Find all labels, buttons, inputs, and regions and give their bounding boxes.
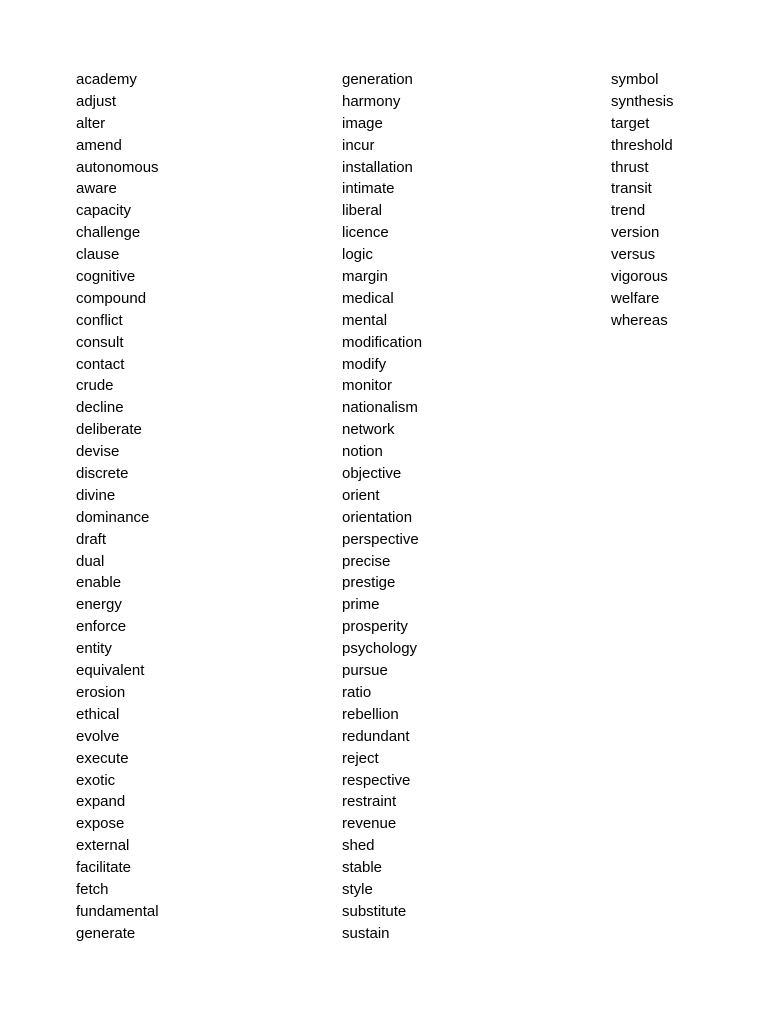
word-item: intimate: [342, 180, 395, 198]
word-item: monitor: [342, 377, 393, 395]
word-item: psychology: [342, 640, 418, 658]
word-item: dominance: [76, 508, 150, 526]
word-item: ratio: [342, 683, 372, 701]
word-item: redundant: [342, 727, 410, 745]
word-item: incur: [342, 136, 375, 154]
word-item: welfare: [611, 289, 660, 307]
word-item: autonomous: [76, 158, 159, 176]
word-item: external: [76, 837, 130, 855]
word-item: challenge: [76, 224, 141, 242]
word-item: trend: [611, 202, 646, 220]
word-column-1: [76, 69, 159, 945]
word-item: network: [342, 421, 395, 439]
word-item: substitute: [342, 902, 407, 920]
word-item: compound: [76, 289, 147, 307]
word-column-2: [342, 69, 422, 945]
word-item: clause: [76, 246, 120, 264]
word-item: perspective: [342, 530, 419, 548]
word-item: target: [611, 114, 650, 132]
word-item: fetch: [76, 880, 109, 898]
word-item: facilitate: [76, 859, 132, 877]
word-item: capacity: [76, 202, 132, 220]
word-item: licence: [342, 224, 389, 242]
word-item: installation: [342, 158, 413, 176]
word-item: evolve: [76, 727, 120, 745]
word-item: expose: [76, 815, 125, 833]
word-item: thrust: [611, 158, 649, 176]
word-item: symbol: [611, 71, 659, 88]
word-item: notion: [342, 443, 383, 461]
word-item: enforce: [76, 618, 127, 636]
word-item: transit: [611, 180, 652, 198]
word-item: image: [342, 114, 383, 132]
word-item: margin: [342, 268, 388, 286]
word-item: whereas: [611, 311, 668, 329]
word-item: crude: [76, 377, 114, 395]
word-item: dual: [76, 552, 105, 570]
word-item: prosperity: [342, 618, 408, 636]
word-item: vigorous: [611, 268, 668, 286]
word-item: adjust: [76, 92, 117, 110]
word-item: modify: [342, 355, 387, 373]
word-item: erosion: [76, 683, 126, 701]
word-item: enable: [76, 574, 122, 592]
word-item: prime: [342, 596, 380, 614]
word-item: alter: [76, 114, 106, 132]
word-column-3: [611, 69, 674, 332]
word-item: deliberate: [76, 421, 142, 439]
word-item: medical: [342, 289, 394, 307]
word-item: synthesis: [611, 92, 674, 110]
word-item: exotic: [76, 771, 116, 789]
word-item: reject: [342, 749, 379, 767]
word-item: devise: [76, 443, 120, 461]
word-item: nationalism: [342, 399, 418, 417]
word-item: liberal: [342, 202, 383, 220]
word-item: restraint: [342, 793, 397, 811]
word-item: version: [611, 224, 660, 242]
word-item: pursue: [342, 662, 388, 680]
word-item: stable: [342, 859, 383, 877]
word-item: equivalent: [76, 662, 145, 680]
word-item: respective: [342, 771, 411, 789]
word-item: consult: [76, 333, 124, 351]
word-item: harmony: [342, 92, 401, 110]
word-item: decline: [76, 399, 124, 417]
word-item: precise: [342, 552, 391, 570]
word-item: divine: [76, 486, 116, 504]
word-item: prestige: [342, 574, 396, 592]
word-item: modification: [342, 333, 423, 351]
word-item: logic: [342, 246, 373, 264]
word-item: discrete: [76, 465, 129, 483]
word-item: style: [342, 880, 373, 898]
word-item: ethical: [76, 705, 120, 723]
word-item: orientation: [342, 508, 413, 526]
word-item: aware: [76, 180, 117, 198]
word-item: draft: [76, 530, 107, 548]
word-item: energy: [76, 596, 122, 614]
word-item: generation: [342, 71, 413, 88]
word-item: revenue: [342, 815, 397, 833]
word-item: fundamental: [76, 902, 159, 920]
word-item: versus: [611, 246, 656, 264]
word-item: amend: [76, 136, 122, 154]
word-item: generate: [76, 924, 136, 942]
word-item: cognitive: [76, 268, 136, 286]
word-item: execute: [76, 749, 129, 767]
word-item: objective: [342, 465, 402, 483]
word-item: orient: [342, 486, 380, 504]
word-item: mental: [342, 311, 388, 329]
word-item: sustain: [342, 924, 390, 942]
word-item: threshold: [611, 136, 673, 154]
word-item: conflict: [76, 311, 123, 329]
word-item: shed: [342, 837, 375, 855]
word-item: academy: [76, 71, 137, 88]
word-item: entity: [76, 640, 112, 658]
word-item: contact: [76, 355, 125, 373]
word-item: rebellion: [342, 705, 399, 723]
word-item: expand: [76, 793, 126, 811]
